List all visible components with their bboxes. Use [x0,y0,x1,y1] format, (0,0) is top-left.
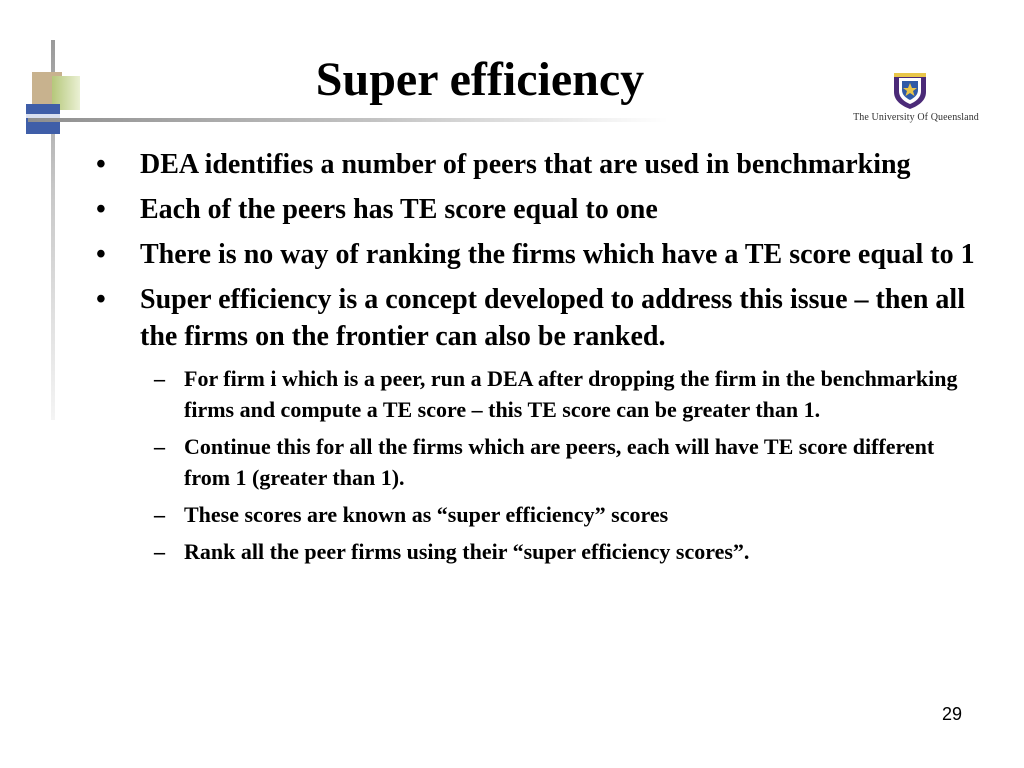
sub-bullet-text: These scores are known as “super efficiency” scores [184,502,669,527]
bullet-item [96,236,976,273]
slide-body [96,146,976,573]
bullet-item [96,191,976,228]
bullet-text: DEA identifies a number of peers that are used in benchmarking [140,149,911,180]
sub-bullet-marker: – [154,366,165,391]
bullet-text: Super efficiency is a concept developed to address this issue – then all the firms on the frontier can also be ranked. [140,284,965,352]
sub-bullet-marker: – [154,539,165,564]
university-logo [836,70,996,130]
bullet-marker: • [96,284,106,315]
sub-bullet-item [96,499,976,530]
sub-bullet-text: For firm i which is a peer, run a DEA after dropping the firm in the benchmarking firms and compute a TE score – this TE score can be greater than 1. [184,366,958,422]
bullet-item [96,281,976,355]
sub-bullet-marker: – [154,502,165,527]
sub-bullet-text: Continue this for all the firms which are peers, each will have TE score different from 1 (greater than 1). [184,434,935,490]
bullet-marker: • [96,149,106,180]
crest-icon [890,70,930,110]
slide-title: Super efficiency [315,53,645,106]
bullet-text: There is no way of ranking the firms which have a TE score equal to 1 [140,239,975,270]
logo-wordmark: The University Of Queensland [853,112,979,123]
sub-bullet-marker: – [154,434,165,459]
bullet-item [96,146,976,183]
page-number: 29 [941,704,962,724]
bullet-marker: • [96,239,106,270]
sub-bullet-text: Rank all the peer firms using their “super efficiency scores”. [184,539,750,564]
sub-bullet-item [96,431,976,493]
bullet-marker: • [96,194,106,225]
decorative-horizontal-rule [28,118,668,122]
bullet-text: Each of the peers has TE score equal to one [140,194,658,225]
sub-bullet-list [96,363,976,567]
sub-bullet-item [96,536,976,567]
sub-bullet-item [96,363,976,425]
